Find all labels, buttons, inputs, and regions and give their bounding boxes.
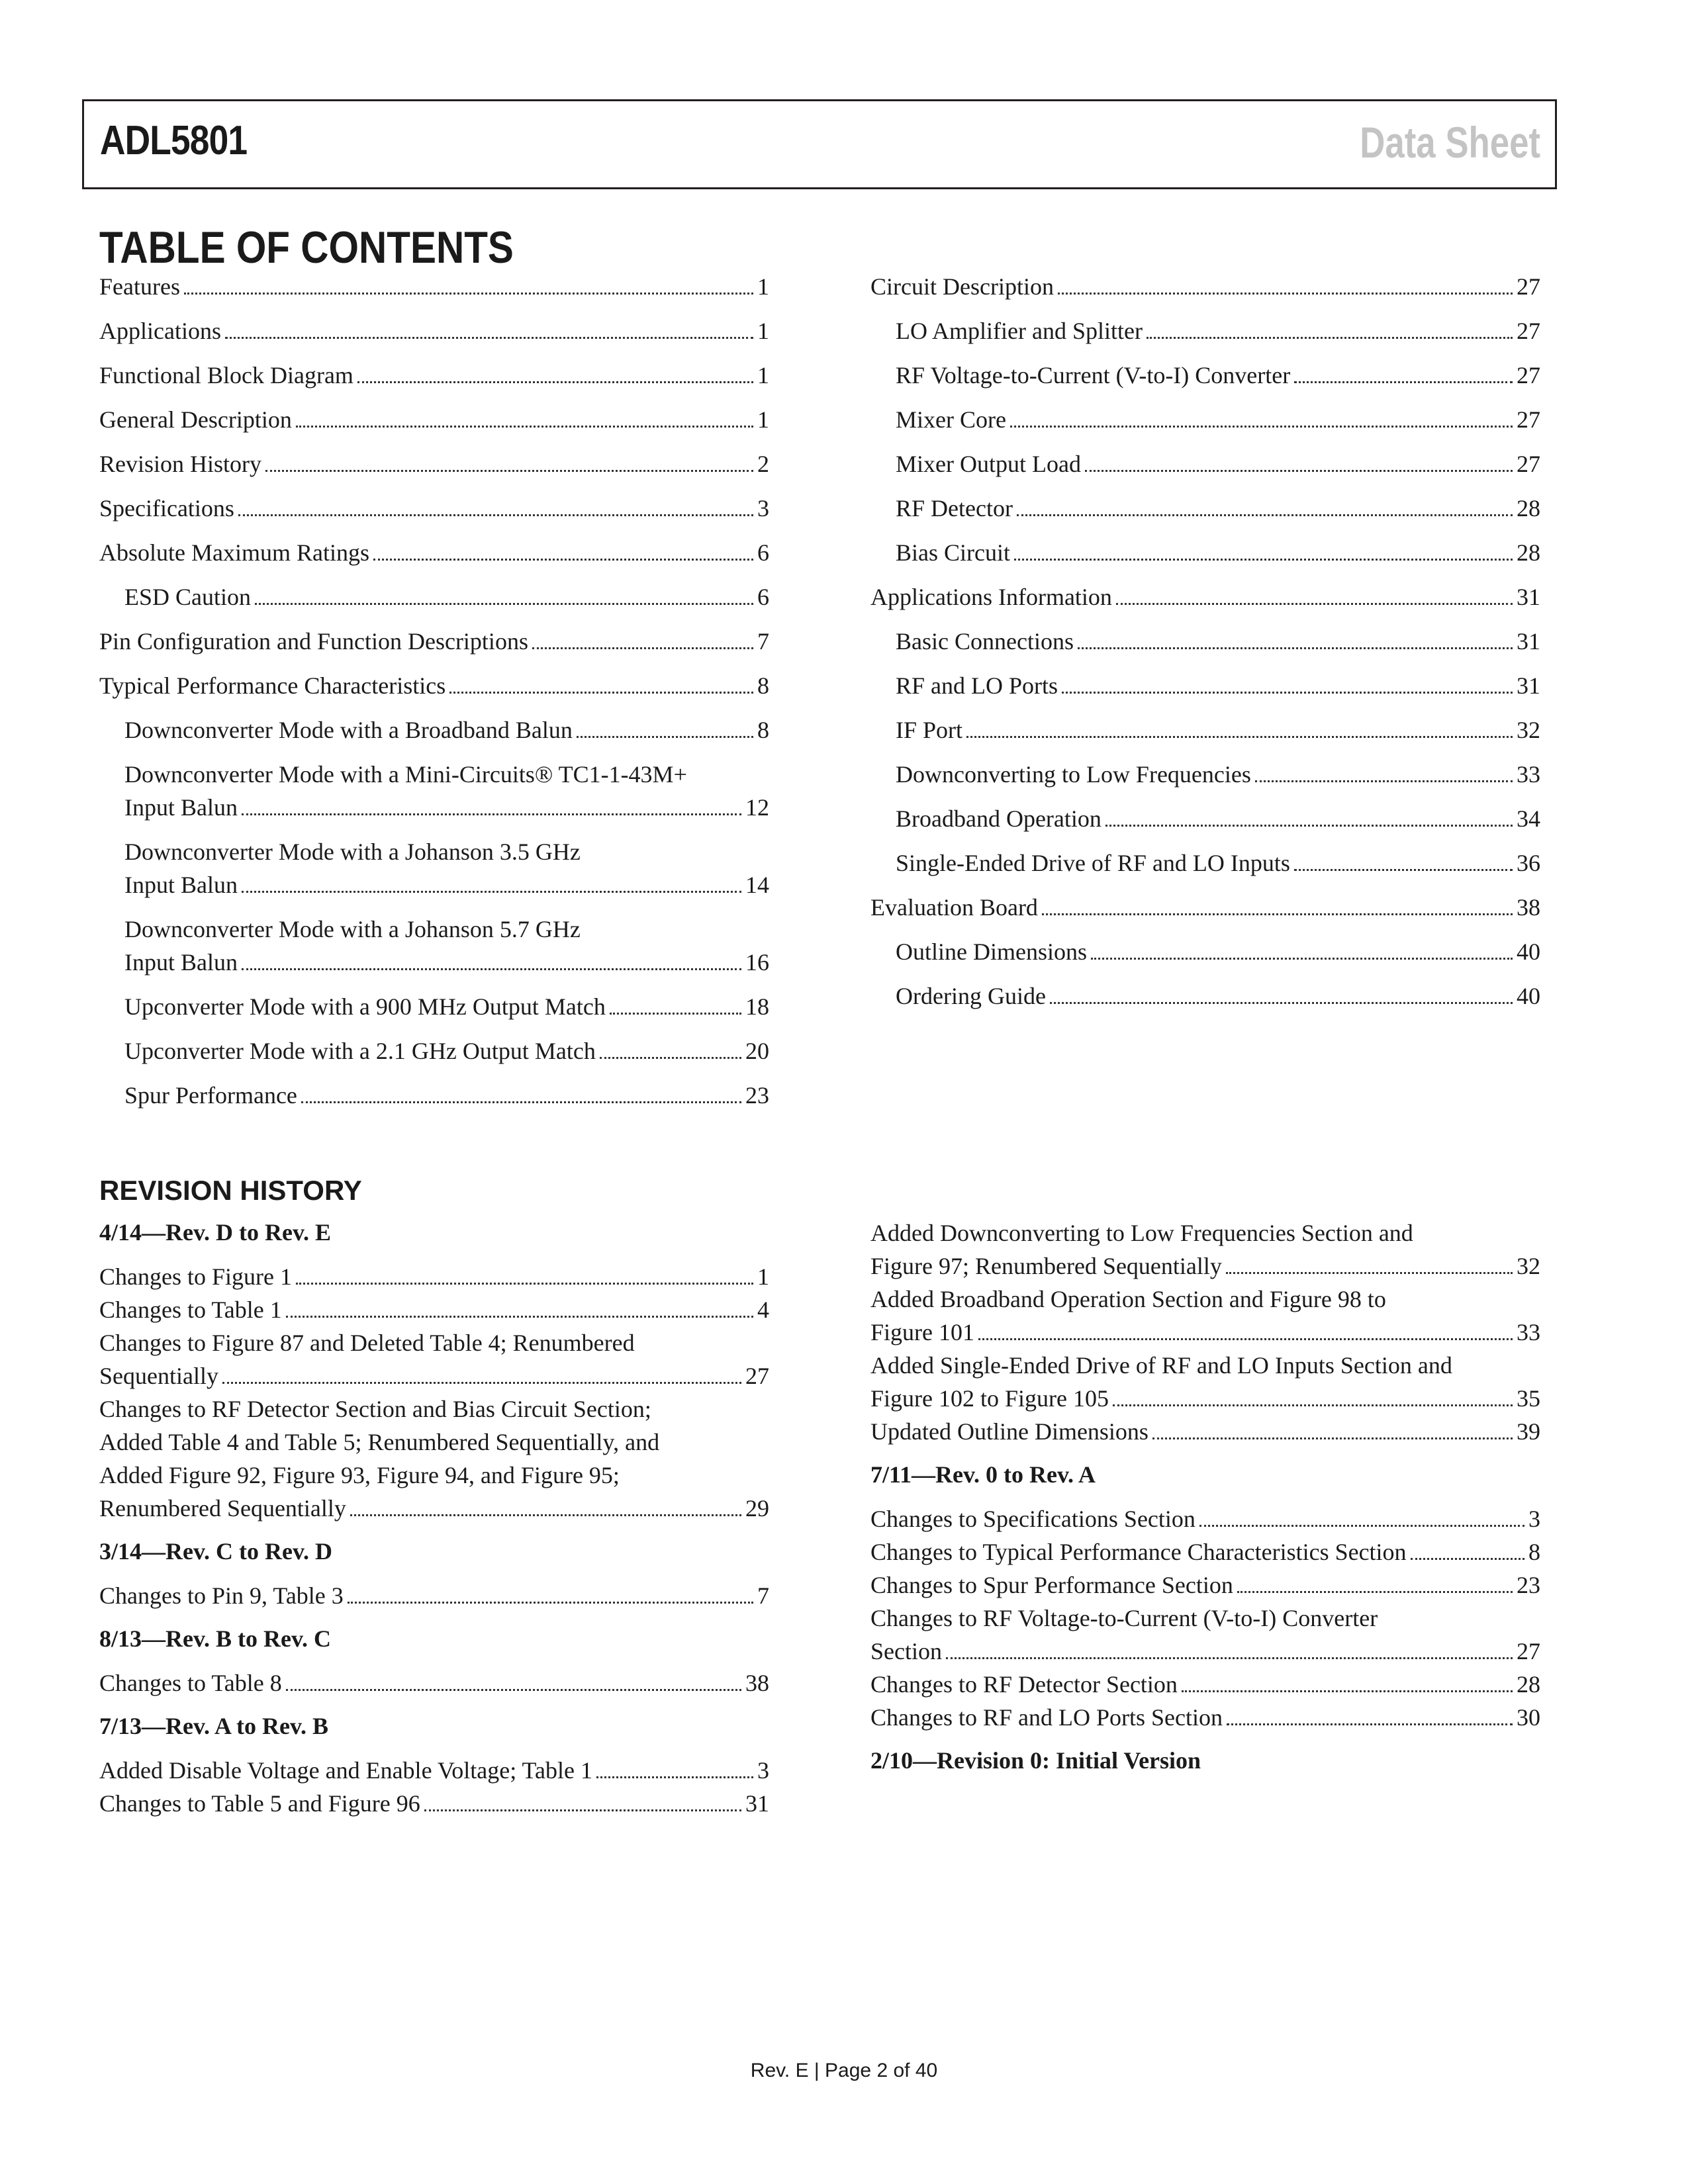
page-number: 34 [1517, 805, 1540, 832]
revision-entry[interactable] [99, 1787, 769, 1820]
page-number: 1 [757, 273, 769, 300]
dot-leader [265, 470, 753, 472]
page-number: 30 [1517, 1704, 1540, 1731]
entry-text: Circuit Description [870, 273, 1054, 300]
page-number: 38 [1517, 894, 1540, 921]
toc-entry[interactable] [99, 1034, 769, 1068]
toc-entry[interactable] [99, 990, 769, 1023]
toc-entry[interactable] [870, 846, 1540, 880]
leader-row [124, 868, 769, 901]
entry-text: Changes to Table 1 [99, 1297, 282, 1323]
page-number: 33 [1517, 761, 1540, 788]
revision-heading: 3/14—Rev. C to Rev. D [99, 1538, 332, 1565]
page-number: 28 [1517, 1671, 1540, 1698]
page-number: 8 [1528, 1539, 1540, 1565]
revision-entry[interactable] [870, 1569, 1540, 1602]
toc-entry[interactable] [99, 492, 769, 525]
dot-leader [1147, 337, 1513, 339]
revision-left-column [99, 1216, 769, 1831]
page-number: 33 [1517, 1319, 1540, 1345]
toc-entry[interactable] [870, 669, 1540, 702]
entry-text: Downconverter Mode with a Johanson 3.5 GHz [124, 839, 581, 865]
entry-text: Single-Ended Drive of RF and LO Inputs [896, 850, 1290, 876]
dot-leader [1105, 825, 1513, 827]
entry-text: Changes to Specifications Section [870, 1506, 1196, 1532]
toc-entry[interactable] [99, 835, 769, 901]
page-number: 6 [757, 539, 769, 566]
page-number: 23 [745, 1082, 769, 1109]
leader-row [99, 1260, 769, 1293]
entry-text: Specifications [99, 495, 234, 522]
page-number: 27 [1517, 362, 1540, 388]
dot-leader [296, 1283, 753, 1285]
leader-row [99, 1492, 769, 1525]
revision-group [99, 1535, 769, 1612]
dot-leader [373, 559, 753, 561]
revision-heading: 4/14—Rev. D to Rev. E [99, 1219, 331, 1246]
header-box [82, 99, 1557, 189]
page-number: 31 [745, 1790, 769, 1817]
leader-row [870, 1415, 1540, 1448]
dot-leader [296, 426, 753, 428]
page-number: 3 [1528, 1506, 1540, 1532]
leader-row [870, 1635, 1540, 1668]
revision-entry[interactable] [99, 1754, 769, 1787]
revision-entry[interactable] [870, 1701, 1540, 1734]
dot-leader [1227, 1723, 1513, 1725]
page-number: 27 [1517, 273, 1540, 300]
dot-leader [978, 1338, 1513, 1340]
entry-text: Revision History [99, 451, 262, 477]
page-number: 27 [1517, 318, 1540, 344]
dot-leader [242, 891, 741, 893]
page-number: 28 [1517, 495, 1540, 522]
dot-leader [1062, 692, 1513, 694]
entry-text: Input Balun [124, 872, 238, 898]
entry-text: Input Balun [124, 794, 238, 821]
entry-text: Mixer Output Load [896, 451, 1081, 477]
page-number: 2 [757, 451, 769, 477]
dot-leader [966, 736, 1513, 738]
dot-leader [1042, 913, 1513, 915]
page-number: 7 [757, 628, 769, 655]
entry-text: Changes to RF Detector Section [870, 1671, 1178, 1698]
dot-leader [242, 968, 741, 970]
entry-text: Changes to Typical Performance Characteristics Section [870, 1539, 1407, 1565]
toc-entry[interactable] [870, 713, 1540, 747]
leader-row [99, 1787, 769, 1820]
page-number: 27 [1517, 451, 1540, 477]
leader-row [870, 1535, 1540, 1569]
entry-text: Figure 102 to Figure 105 [870, 1385, 1109, 1412]
toc-title: TABLE OF CONTENTS [99, 222, 514, 273]
toc-entry[interactable] [870, 270, 1540, 303]
dot-leader [1085, 470, 1513, 472]
entry-line: Added Downconverting to Low Frequencies Section and [870, 1220, 1413, 1246]
leader-row [99, 1579, 769, 1612]
page-number: 27 [1517, 1638, 1540, 1664]
entry-text: RF Voltage-to-Current (V-to-I) Converter [896, 362, 1291, 388]
page-number: 36 [1517, 850, 1540, 876]
entry-text: Features [99, 273, 180, 300]
page-number: 3 [757, 1757, 769, 1784]
page-number: 39 [1517, 1418, 1540, 1445]
toc-entry[interactable] [99, 713, 769, 747]
toc-entry[interactable] [99, 536, 769, 569]
dot-leader [286, 1689, 741, 1691]
dot-leader [350, 1514, 741, 1516]
revision-group [99, 1216, 769, 1525]
toc-entry[interactable] [99, 403, 769, 436]
leader-row [870, 1382, 1540, 1415]
entry-text: Spur Performance [124, 1082, 297, 1109]
page-number: 31 [1517, 672, 1540, 699]
revision-entry[interactable] [99, 1326, 769, 1392]
toc-entry[interactable] [870, 625, 1540, 658]
toc-entry[interactable] [99, 913, 769, 979]
dot-leader [1050, 1002, 1513, 1004]
entry-text: Section [870, 1638, 942, 1664]
entry-text: Changes to Table 8 [99, 1670, 282, 1696]
page-number: 1 [757, 406, 769, 433]
leader-row [124, 791, 769, 824]
entry-text: IF Port [896, 717, 963, 743]
revision-heading: 2/10—Revision 0: Initial Version [870, 1747, 1201, 1774]
entry-text: RF Detector [896, 495, 1013, 522]
dot-leader [286, 1316, 753, 1318]
entry-text: Changes to Table 5 and Figure 96 [99, 1790, 420, 1817]
dot-leader [242, 813, 741, 815]
entry-line: Changes to RF Detector Section and Bias Circuit Section; [99, 1396, 651, 1422]
page-number: 1 [757, 362, 769, 388]
page-number: 1 [757, 1263, 769, 1290]
entry-text: Upconverter Mode with a 900 MHz Output Match [124, 993, 606, 1020]
dot-leader [1017, 514, 1513, 516]
page-number: 29 [745, 1495, 769, 1522]
page-number: 8 [757, 672, 769, 699]
entry-text: ESD Caution [124, 584, 252, 610]
entry-line: Added Table 4 and Table 5; Renumbered Sequentially, and [99, 1429, 660, 1455]
leader-row [870, 1502, 1540, 1535]
toc-entry[interactable] [99, 359, 769, 392]
leader-row [99, 1754, 769, 1787]
toc-entry[interactable] [99, 447, 769, 480]
entry-text: Added Disable Voltage and Enable Voltage; Table 1 [99, 1757, 592, 1784]
leader-row [870, 1316, 1540, 1349]
entry-text: Upconverter Mode with a 2.1 GHz Output Match [124, 1038, 596, 1064]
entry-text: Applications [99, 318, 221, 344]
revision-history-title: REVISION HISTORY [99, 1175, 362, 1206]
revision-right-column [870, 1216, 1540, 1788]
dot-leader [255, 603, 753, 605]
entry-text: Evaluation Board [870, 894, 1038, 921]
page-number: 23 [1517, 1572, 1540, 1598]
entry-text: Changes to Pin 9, Table 3 [99, 1582, 344, 1609]
revision-entry[interactable] [99, 1260, 769, 1293]
dot-leader [225, 337, 753, 339]
page-number: 40 [1517, 938, 1540, 965]
toc-entry[interactable] [99, 669, 769, 702]
page-number: 4 [757, 1297, 769, 1323]
toc-entry[interactable] [99, 1079, 769, 1112]
toc-entry[interactable] [99, 314, 769, 347]
revision-group [870, 1216, 1540, 1448]
dot-leader [301, 1101, 741, 1103]
entry-line: Changes to Figure 87 and Deleted Table 4; Renumbered [99, 1330, 635, 1356]
entry-text: Changes to RF and LO Ports Section [870, 1704, 1223, 1731]
page-number: 6 [757, 584, 769, 610]
leader-row [870, 1250, 1540, 1283]
entry-text: Absolute Maximum Ratings [99, 539, 369, 566]
entry-text: Applications Information [870, 584, 1112, 610]
toc-entry[interactable] [870, 359, 1540, 392]
revision-entry[interactable] [99, 1392, 769, 1525]
dot-leader [424, 1809, 741, 1811]
entry-text: Input Balun [124, 949, 238, 976]
entry-text: Mixer Core [896, 406, 1006, 433]
part-number: ADL5801 [100, 118, 248, 163]
entry-text: Downconverting to Low Frequencies [896, 761, 1251, 788]
entry-text: Downconverter Mode with a Mini-Circuits® TC1-1-43M+ [124, 761, 687, 788]
page-number: 7 [757, 1582, 769, 1609]
entry-text: Changes to Figure 1 [99, 1263, 292, 1290]
revision-entry[interactable] [870, 1216, 1540, 1283]
page-number: 3 [757, 495, 769, 522]
entry-text: Sequentially [99, 1363, 218, 1389]
entry-text: LO Amplifier and Splitter [896, 318, 1143, 344]
page-number: 20 [745, 1038, 769, 1064]
revision-entry[interactable] [870, 1349, 1540, 1415]
entry-text: Updated Outline Dimensions [870, 1418, 1149, 1445]
entry-text: Pin Configuration and Function Descriptions [99, 628, 528, 655]
dot-leader [1255, 780, 1513, 782]
entry-text: Figure 97; Renumbered Sequentially [870, 1253, 1222, 1279]
page-number: 27 [1517, 406, 1540, 433]
leader-row [870, 1701, 1540, 1734]
dot-leader [610, 1013, 741, 1015]
revision-heading: 8/13—Rev. B to Rev. C [99, 1625, 331, 1652]
toc-entry[interactable] [870, 891, 1540, 924]
dot-leader [357, 381, 753, 383]
revision-group [99, 1623, 769, 1700]
entry-line: Added Figure 92, Figure 93, Figure 94, and Figure 95; [99, 1462, 620, 1488]
dot-leader [1058, 293, 1513, 295]
entry-text: Bias Circuit [896, 539, 1010, 566]
dot-leader [348, 1602, 753, 1604]
toc-entry[interactable] [870, 447, 1540, 480]
revision-entry[interactable] [870, 1535, 1540, 1569]
dot-leader [1226, 1272, 1513, 1274]
revision-entry[interactable] [870, 1283, 1540, 1349]
toc-entry[interactable] [870, 492, 1540, 525]
entry-text: Typical Performance Characteristics [99, 672, 446, 699]
toc-entry[interactable] [870, 935, 1540, 968]
revision-heading: 7/11—Rev. 0 to Rev. A [870, 1461, 1096, 1488]
page-number: 31 [1517, 584, 1540, 610]
dot-leader [577, 736, 753, 738]
dot-leader [1014, 559, 1513, 561]
dot-leader [600, 1057, 741, 1059]
toc-right-column [870, 270, 1540, 1024]
toc-entry[interactable] [99, 580, 769, 614]
dot-leader [596, 1776, 753, 1778]
entry-line: Changes to RF Voltage-to-Current (V-to-I) Converter [870, 1605, 1378, 1631]
dot-leader [1199, 1525, 1524, 1527]
toc-entry[interactable] [99, 270, 769, 303]
dot-leader [449, 692, 753, 694]
revision-entry[interactable] [99, 1293, 769, 1326]
dot-leader [1411, 1558, 1524, 1560]
entry-text: Downconverter Mode with a Broadband Balun [124, 717, 573, 743]
page-number: 40 [1517, 983, 1540, 1009]
dot-leader [1113, 1404, 1513, 1406]
revision-entry[interactable] [870, 1502, 1540, 1535]
revision-entry[interactable] [870, 1668, 1540, 1701]
toc-entry[interactable] [870, 979, 1540, 1013]
dot-leader [532, 647, 753, 649]
document-type: Data Sheet [1360, 118, 1540, 167]
entry-line: Added Single-Ended Drive of RF and LO Inputs Section and [870, 1352, 1452, 1379]
entry-text: Figure 101 [870, 1319, 974, 1345]
entry-text: Broadband Operation [896, 805, 1102, 832]
entry-text: Renumbered Sequentially [99, 1495, 346, 1522]
toc-entry[interactable] [870, 403, 1540, 436]
toc-entry[interactable] [870, 314, 1540, 347]
dot-leader [1078, 647, 1513, 649]
page-number: 31 [1517, 628, 1540, 655]
entry-text: Changes to Spur Performance Section [870, 1572, 1233, 1598]
revision-entry[interactable] [99, 1666, 769, 1700]
toc-left-column [99, 270, 769, 1123]
dot-leader [1010, 426, 1513, 428]
revision-heading: 7/13—Rev. A to Rev. B [99, 1713, 329, 1739]
leader-row [99, 1666, 769, 1700]
leader-row [870, 1668, 1540, 1701]
toc-entry[interactable] [870, 580, 1540, 614]
revision-group [870, 1459, 1540, 1734]
entry-text: General Description [99, 406, 292, 433]
dot-leader [1182, 1690, 1513, 1692]
page-number: 12 [745, 794, 769, 821]
dot-leader [1294, 869, 1513, 871]
dot-leader [184, 293, 753, 295]
entry-line: Added Broadband Operation Section and Figure 98 to [870, 1286, 1386, 1312]
leader-row [99, 1293, 769, 1326]
revision-entry[interactable] [99, 1579, 769, 1612]
dot-leader [222, 1382, 741, 1384]
dot-leader [1116, 603, 1513, 605]
page-number: 1 [757, 318, 769, 344]
dot-leader [1237, 1591, 1513, 1593]
page-number: 28 [1517, 539, 1540, 566]
entry-text: Basic Connections [896, 628, 1074, 655]
dot-leader [1152, 1437, 1513, 1439]
page-number: 35 [1517, 1385, 1540, 1412]
entry-text: Downconverter Mode with a Johanson 5.7 GHz [124, 916, 581, 942]
entry-text: Outline Dimensions [896, 938, 1087, 965]
revision-entry[interactable] [870, 1415, 1540, 1448]
page-number: 14 [745, 872, 769, 898]
toc-entry[interactable] [870, 802, 1540, 835]
toc-entry[interactable] [99, 758, 769, 824]
page-number: 16 [745, 949, 769, 976]
revision-entry[interactable] [870, 1602, 1540, 1668]
page-number: 27 [745, 1363, 769, 1389]
revision-group [870, 1745, 1540, 1776]
page-number: 18 [745, 993, 769, 1020]
dot-leader [946, 1657, 1513, 1659]
page-footer: Rev. E | Page 2 of 40 [750, 2060, 938, 2081]
leader-row [99, 1359, 769, 1392]
dot-leader [238, 514, 753, 516]
page-number: 8 [757, 717, 769, 743]
entry-text: Functional Block Diagram [99, 362, 353, 388]
toc-entry[interactable] [870, 758, 1540, 791]
leader-row [124, 946, 769, 979]
dot-leader [1091, 958, 1513, 960]
page-number: 38 [745, 1670, 769, 1696]
page-number: 32 [1517, 1253, 1540, 1279]
toc-entry[interactable] [870, 536, 1540, 569]
revision-group [99, 1710, 769, 1820]
entry-text: RF and LO Ports [896, 672, 1058, 699]
page-number: 32 [1517, 717, 1540, 743]
leader-row [870, 1569, 1540, 1602]
toc-entry[interactable] [99, 625, 769, 658]
dot-leader [1294, 381, 1513, 383]
entry-text: Ordering Guide [896, 983, 1046, 1009]
